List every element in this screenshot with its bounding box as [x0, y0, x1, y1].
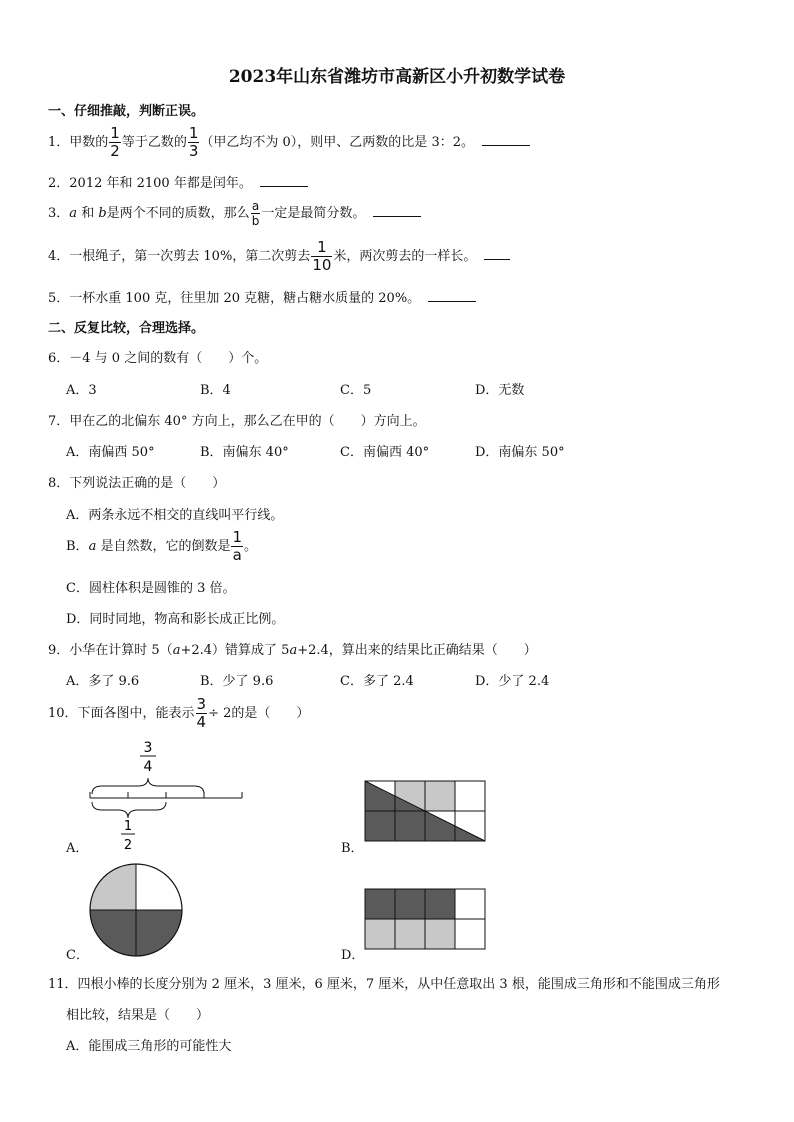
fraction: $\frac{a}{b}$ — [251, 199, 260, 228]
option-b[interactable]: B． — [341, 841, 364, 856]
option-d[interactable]: D．少了 2.4 — [475, 674, 550, 689]
option-a[interactable]: A． — [66, 841, 89, 856]
option-b[interactable]: B．南偏东 40° — [200, 445, 289, 460]
top-fraction-denominator: 4 — [143, 759, 153, 775]
fraction: $\frac{1}{10}$ — [312, 238, 332, 274]
fraction: $\frac{1}{a}$ — [232, 528, 243, 564]
grid-rectangle-figure — [364, 888, 486, 952]
answer-blank[interactable] — [484, 249, 510, 260]
section-heading-2: 二、反复比较，合理选择。 — [48, 321, 205, 336]
bottom-brace — [92, 802, 166, 818]
option-a[interactable]: A．南偏西 50° — [66, 445, 155, 460]
question-6: 6．－4 与 0 之间的数有（ ）个。 — [48, 351, 268, 366]
option-c[interactable]: C．多了 2.4 — [340, 674, 414, 689]
option-b[interactable]: B．a 是自然数，它的倒数是 $\frac{1}{a}$ 。 — [66, 528, 258, 564]
option-a[interactable]: A．能围成三角形的可能性大 — [66, 1039, 232, 1054]
top-fraction-numerator: 3 — [143, 740, 153, 756]
question-7: 7．甲在乙的北偏东 40° 方向上，那么乙在甲的（ ）方向上。 — [48, 414, 426, 429]
fraction: $\frac{1}{2}$ — [110, 124, 120, 160]
option-b[interactable]: B．4 — [200, 383, 231, 398]
option-d[interactable]: D．同时同地，物高和影长成正比例。 — [66, 612, 285, 627]
answer-blank[interactable] — [260, 176, 308, 187]
option-b[interactable]: B．少了 9.6 — [200, 674, 274, 689]
question-11-line-2: 相比较，结果是（ ） — [66, 1008, 210, 1023]
fraction: $\frac{1}{3}$ — [188, 124, 199, 160]
option-d[interactable]: D．无数 — [475, 383, 525, 398]
rectangle-triangle-figure — [364, 780, 486, 844]
question-2: 2．2012 年和 2100 年都是闰年。 — [48, 172, 308, 191]
section-heading-1: 一、仔细推敲，判断正误。 — [48, 104, 205, 119]
option-a[interactable]: A．两条永远不相交的直线叫平行线。 — [66, 508, 284, 523]
option-d[interactable]: D．南偏东 50° — [475, 445, 565, 460]
option-c[interactable]: C．5 — [340, 383, 372, 398]
option-c[interactable]: C．南偏西 40° — [340, 445, 430, 460]
question-1: 1．甲数的 $\frac{1}{2}$ 等于乙数的 $\frac{1}{3}$ （甲乙均不为 0），则甲、乙两数的比是 3：2。 — [48, 126, 530, 159]
question-4: 4．一根绳子，第一次剪去 10%，第二次剪去 $\frac{1}{10}$ 米，两次剪去的一样长。 — [48, 240, 510, 273]
question-10: 10．下面各图中，能表示 $\frac{3}{4}$ ÷ 2的是（ ） — [48, 695, 310, 731]
top-brace — [92, 778, 204, 794]
question-9: 9．小华在计算时 5（a+2.4）错算成了 5a+2.4，算出来的结果比正确结果（ ） — [48, 643, 537, 658]
page-title: 2023年山东省潍坊市高新区小升初数学试卷 — [228, 67, 566, 87]
question-5: 5．一杯水重 100 克，往里加 20 克糖，糖占糖水质量的 20%。 — [48, 287, 476, 306]
question-3: 3．a 和 b是两个不同的质数，那么 $\frac{a}{b}$ 一定是最简分数。 — [48, 200, 421, 227]
option-a[interactable]: A．多了 9.6 — [66, 674, 140, 689]
bottom-fraction-numerator: 1 — [123, 819, 133, 834]
circle-figure — [88, 862, 184, 958]
option-d[interactable]: D． — [341, 948, 365, 963]
option-c[interactable]: C．圆柱体积是圆锥的 3 倍。 — [66, 581, 236, 596]
bottom-fraction-denominator: 2 — [123, 838, 133, 853]
number-line-figure — [86, 738, 246, 853]
question-11-line-1: 11．四根小棒的长度分别为 2 厘米，3 厘米，6 厘米，7 厘米，从中任意取出 3 根，能围成三角形和不能围成三角形 — [48, 977, 720, 992]
answer-blank[interactable] — [373, 206, 421, 217]
answer-blank[interactable] — [482, 135, 530, 146]
answer-blank[interactable] — [428, 291, 476, 302]
fraction: $\frac{3}{4}$ — [196, 695, 207, 731]
option-c[interactable]: C． — [66, 948, 89, 963]
option-a[interactable]: A．3 — [66, 383, 97, 398]
question-8: 8．下列说法正确的是（ ） — [48, 476, 226, 491]
